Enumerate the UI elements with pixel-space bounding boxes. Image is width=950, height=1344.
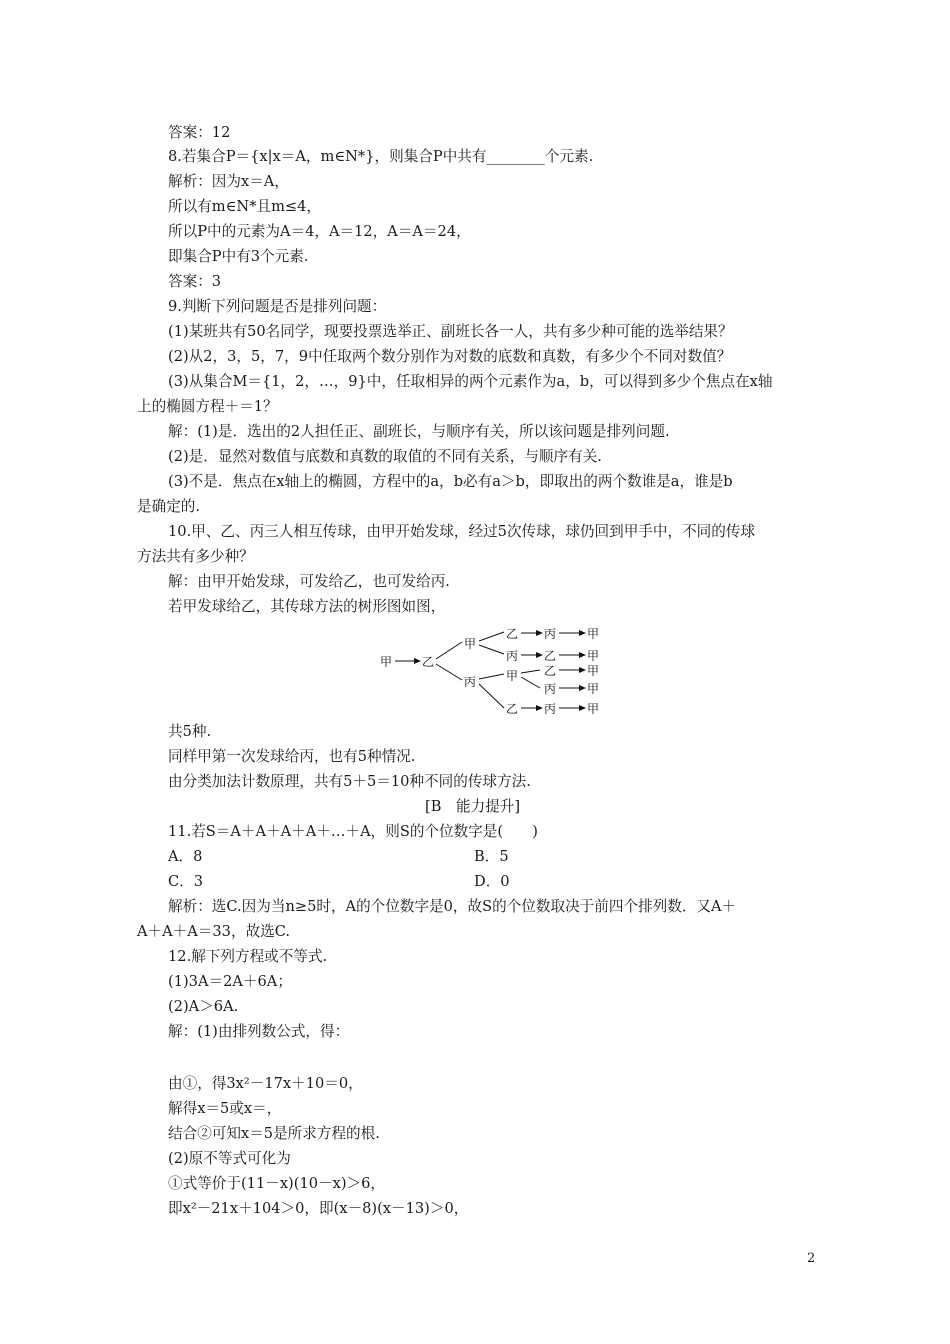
solution-9-part-3: (3)不是．焦点在x轴上的椭圆，方程中的a，b必有a＞b，即取出的两个数谁是a，谁是b [168, 473, 733, 490]
analysis-11: 解析：选C.因为当n≥5时，A的个位数字是0，故S的个位数取决于前四个排列数．又A＋ [168, 898, 737, 915]
option-a: A．8 [168, 848, 203, 865]
analysis-8-line-3: 所以P中的元素为A＝4，A＝12，A＝A＝24， [168, 223, 471, 240]
question-11: 11.若S＝A＋A＋A＋A＋…＋A，则S的个位数字是( ) [168, 823, 538, 840]
question-10-cont: 方法共有多少种？ [137, 548, 254, 565]
solution-12-line-6: ①式等价于(11－x)(10－x)＞6， [168, 1175, 386, 1192]
ball-passing-tree-diagram [378, 624, 610, 720]
solution-10-line-3: 共5种. [168, 723, 212, 740]
solution-9-part-2: (2)是．显然对数值与底数和真数的取值的不同有关系，与顺序有关. [168, 448, 602, 465]
tree-r4-a: 丙 [544, 682, 557, 696]
question-12-part-1: (1)3A＝2A＋6A； [168, 973, 292, 990]
answer-8: 答案：3 [168, 273, 222, 290]
solution-12-line-4: 结合②可知x＝5是所求方程的根. [168, 1125, 380, 1142]
analysis-8-line-1: 解析：因为x＝A， [168, 173, 289, 190]
solution-10-line-5: 由分类加法计数原理，共有5＋5＝10种不同的传球方法. [168, 773, 531, 790]
question-9-part-1: (1)某班共有50名同学，现要投票选举正、副班长各一人，共有多少种可能的选举结果？ [168, 323, 733, 340]
tree-r1-a: 乙 [506, 627, 519, 641]
tree-r5-a: 乙 [506, 702, 519, 716]
solution-12-line-3: 解得x＝5或x＝， [168, 1100, 282, 1117]
option-c: C．3 [168, 873, 204, 890]
solution-12-line-1: 解：(1)由排列数公式，得： [168, 1023, 350, 1040]
solution-12-line-7: 即x²－21x＋104＞0，即(x－8)(x－13)＞0， [168, 1200, 469, 1217]
tree-r2-a: 丙 [506, 649, 519, 663]
solution-9-part-1: 解：(1)是．选出的2人担任正、副班长，与顺序有关，所以该问题是排列问题. [168, 423, 670, 440]
solution-10-line-2: 若甲发球给乙，其传球方法的树形图如图， [168, 598, 446, 615]
solution-10-line-4: 同样甲第一次发球给丙，也有5种情况. [168, 748, 416, 765]
analysis-8-line-4: 即集合P中有3个元素. [168, 248, 309, 265]
tree-r2-c: 甲 [587, 649, 600, 663]
question-8: 8.若集合P＝{x|x＝A，m∈N*}，则集合P中共有________个元素. [168, 148, 594, 165]
question-10: 10.甲、乙、丙三人相互传球，由甲开始发球，经过5次传球，球仍回到甲手中，不同的传球 [168, 523, 756, 540]
tree-r1-c: 甲 [587, 627, 600, 641]
tree-r5-c: 甲 [587, 702, 600, 716]
tree-branch-2: 丙 [464, 675, 477, 689]
solution-12-line-5: (2)原不等式可化为 [168, 1150, 291, 1167]
answer-7: 答案：12 [168, 124, 231, 141]
question-12-part-2: (2)A＞6A. [168, 998, 239, 1015]
tree-r5-b: 丙 [544, 702, 557, 716]
question-9-part-2: (2)从2，3，5，7，9中任取两个数分别作为对数的底数和真数，有多少个不同对数值？ [168, 348, 732, 365]
section-heading: [B 能力提升] [425, 798, 521, 815]
page-number: 2 [807, 1251, 816, 1266]
tree-branch-1: 甲 [464, 637, 477, 651]
option-b: B．5 [474, 848, 509, 865]
tree-r3-b: 乙 [544, 664, 557, 678]
analysis-11-cont: A＋A＋A＝33，故选C. [137, 923, 291, 940]
question-9: 9.判断下列问题是否是排列问题： [168, 298, 387, 315]
tree-r1-b: 丙 [544, 627, 557, 641]
question-9-part-3: (3)从集合M＝{1，2，…，9}中，任取相异的两个元素作为a，b，可以得到多少个焦点在x轴 [168, 373, 773, 390]
solution-12-line-2: 由①，得3x²－17x＋10＝0， [168, 1075, 363, 1092]
tree-level1: 乙 [422, 655, 435, 669]
option-d: D．0 [474, 873, 510, 890]
tree-r2-b: 乙 [544, 649, 557, 663]
tree-root: 甲 [380, 655, 393, 669]
solution-9-part-3-cont: 是确定的. [137, 498, 201, 515]
tree-r4-b: 甲 [587, 682, 600, 696]
tree-r3-c: 甲 [587, 664, 600, 678]
tree-r3-a: 甲 [506, 669, 519, 683]
analysis-8-line-2: 所以有m∈N*且m≤4， [168, 198, 322, 215]
question-12: 12.解下列方程或不等式. [168, 948, 328, 965]
question-9-part-3-cont: 上的椭圆方程＋＝1？ [137, 398, 278, 415]
solution-10-line-1: 解：由甲开始发球，可发给乙，也可发给丙. [168, 573, 450, 590]
